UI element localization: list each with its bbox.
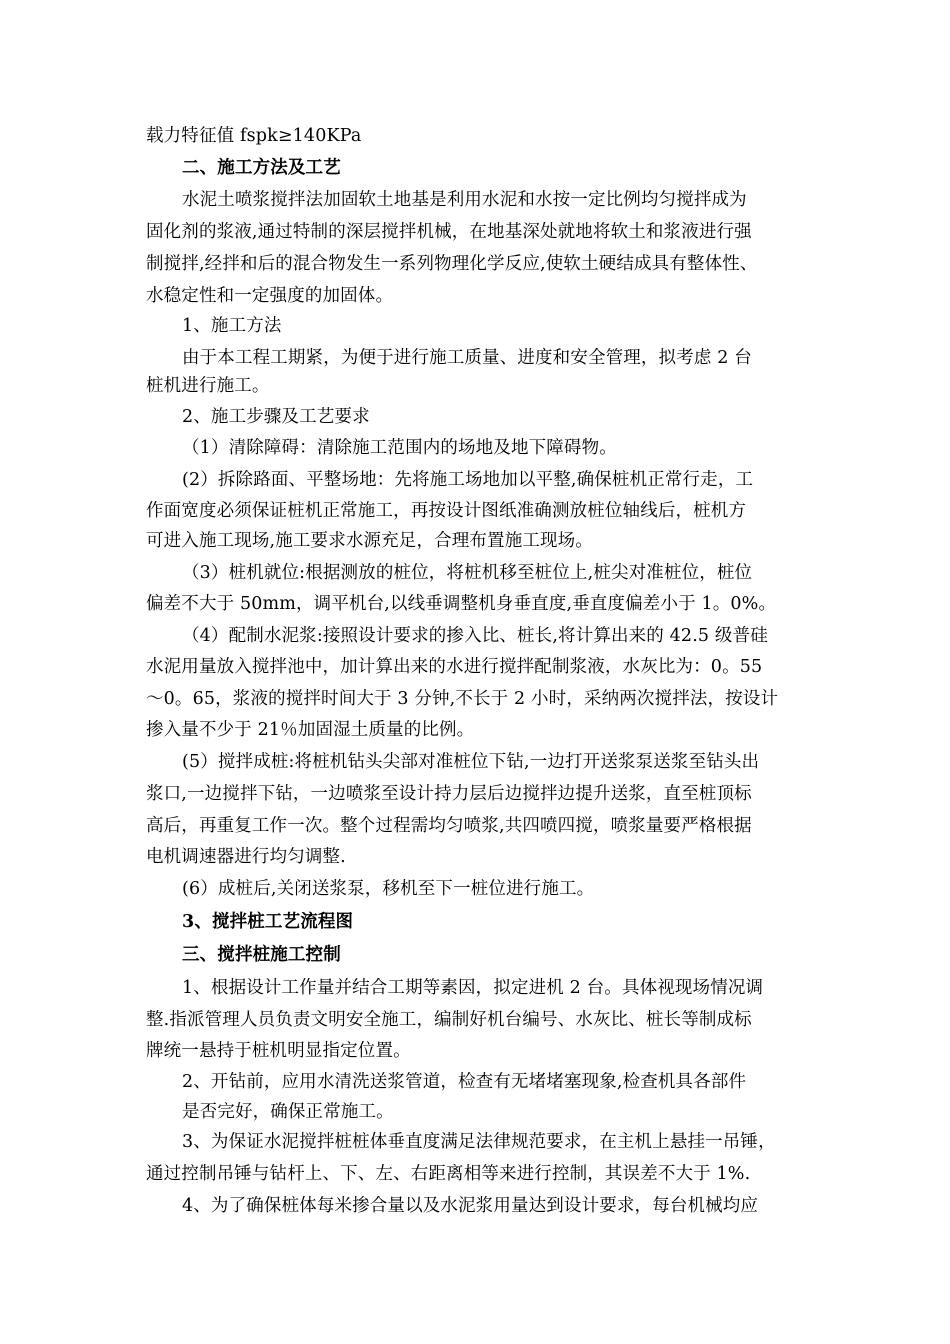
paragraph-line: 2、开钻前，应用水清洗送浆管道，检查有无堵堵塞现象,检查机具各部件 [182,1072,747,1092]
step-line: （3）桩机就位:根据测放的桩位，将桩机移至桩位上,桩尖对准桩位，桩位 [182,563,753,583]
section-heading: 3、搅拌桩工艺流程图 [182,912,354,932]
paragraph-line: 水稳定性和一定强度的加固体。 [146,286,394,306]
paragraph-line: 固化剂的浆液,通过特制的深层搅拌机械，在地基深处就地将软土和浆液进行强 [146,222,752,242]
paragraph-line: 水泥土喷浆搅拌法加固软土地基是利用水泥和水按一定比例均匀搅拌成为 [182,190,747,210]
step-line: 水泥用量放入搅拌池中，加计算出来的水进行搅拌配制浆液，水灰比为：0。55 [146,657,763,677]
step-line: (6）成桩后,关闭送浆泵，移机至下一桩位进行施工。 [182,879,595,899]
paragraph-line: 3、为保证水泥搅拌桩桩体垂直度满足法律规范要求，在主机上悬挂一吊锤， [182,1132,776,1152]
step-line: （1）清除障碍：清除施工范围内的场地及地下障碍物。 [182,438,617,458]
step-line: (5）搅拌成桩:将桩机钻头尖部对准桩位下钻,一边打开送浆泵送浆至钻头出 [182,752,760,772]
step-line: 可进入施工现场,施工要求水源充足，合理布置施工现场。 [146,531,593,551]
step-line: ～0。65，浆液的搅拌时间大于 3 分钟,不长于 2 小时，采纳两次搅拌法，按设计 [146,689,779,709]
step-line: （4）配制水泥浆:接照设计要求的掺入比、桩长,将计算出来的 42.5 级普硅 [182,626,768,646]
step-line: 作面宽度必须保证桩机正常施工，再按设计图纸准确测放桩位轴线后，桩机方 [146,501,747,521]
paragraph-line: 桩机进行施工。 [146,376,270,396]
step-line: 浆口,一边搅拌下钻，一边喷浆至设计持力层后边搅拌边提升送浆，直至桩顶标 [146,784,752,804]
step-line: (2）拆除路面、平整场地：先将施工场地加以平整,确保桩机正常行走，工 [182,470,754,490]
step-line: 电机调速器进行均匀调整. [146,847,346,867]
paragraph-line: 整.指派管理人员负责文明安全施工，编制好机台编号、水灰比、桩长等制成标 [146,1010,752,1030]
paragraph-line: 1、根据设计工作量并结合工期等素因，拟定进机 2 台。具体视现场情况调 [182,978,764,998]
paragraph-line: 制搅拌,经拌和后的混合物发生一系列物理化学反应,使软土硬结成具有整体性、 [146,254,758,274]
paragraph-line: 是否完好，确保正常施工。 [182,1102,394,1122]
text-line: 载力特征值 fspk≥140KPa [146,126,362,146]
paragraph-line: 通过控制吊锤与钻杆上、下、左、右距离相等来进行控制，其误差不大于 1%. [146,1164,751,1184]
subheading: 2、施工步骤及工艺要求 [182,407,370,427]
paragraph-line: 由于本工程工期紧，为便于进行施工质量、进度和安全管理，拟考虑 2 台 [182,348,752,368]
paragraph-line: 牌统一悬持于桩机明显指定位置。 [146,1041,411,1061]
step-line: 偏差不大于 50mm，调平机台,以线垂调整机身垂直度,垂直度偏差小于 1。0%。 [146,594,777,614]
step-line: 高后，再重复工作一次。整个过程需均匀喷浆,共四喷四搅，喷浆量要严格根据 [146,816,752,836]
paragraph-line: 4、为了确保桩体每米掺合量以及水泥浆用量达到设计要求，每台机械均应 [182,1196,759,1216]
subheading: 1、施工方法 [182,316,282,336]
section-heading: 二、施工方法及工艺 [182,158,341,178]
step-line: 掺入量不少于 21％加固湿土质量的比例。 [146,720,475,740]
section-heading: 三、搅拌桩施工控制 [182,945,341,965]
